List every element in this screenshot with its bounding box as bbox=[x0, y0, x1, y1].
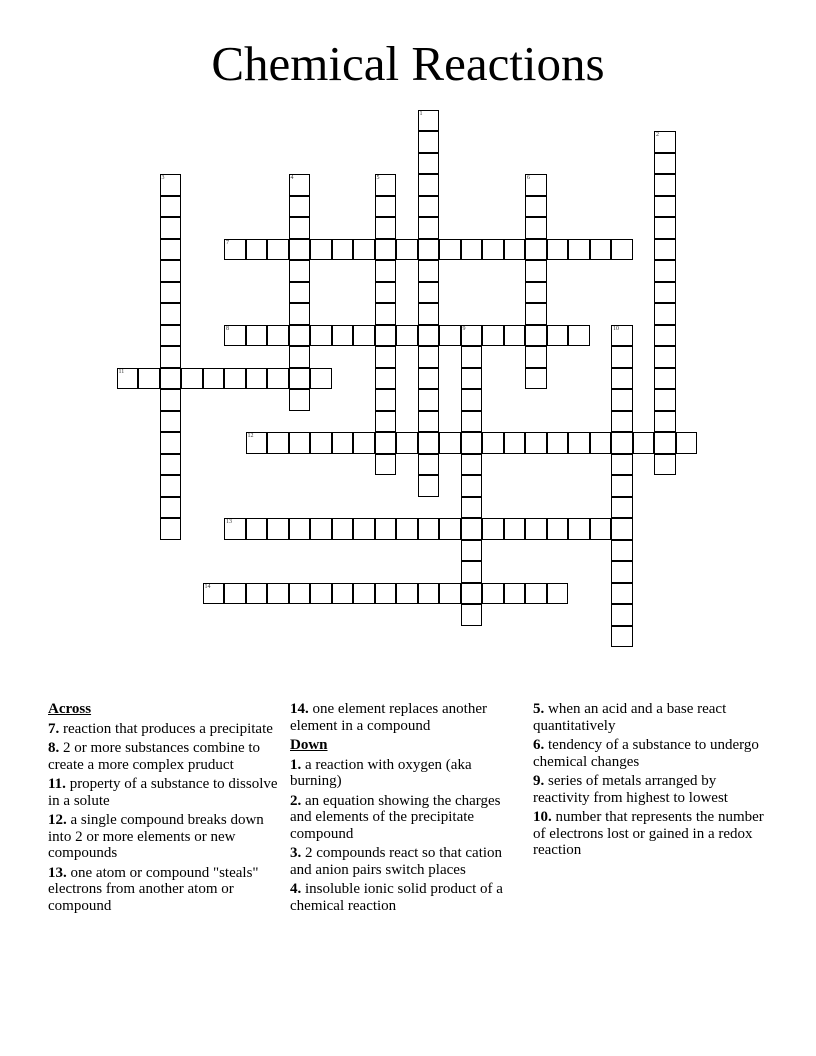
grid-cell[interactable] bbox=[611, 454, 633, 476]
grid-cell[interactable] bbox=[547, 432, 569, 454]
grid-cell[interactable] bbox=[482, 325, 504, 347]
grid-cell[interactable] bbox=[289, 518, 311, 540]
grid-cell[interactable] bbox=[654, 411, 676, 433]
grid-cell[interactable] bbox=[525, 368, 547, 390]
clue-down bbox=[533, 809, 773, 859]
clue-number-label: 3 bbox=[161, 175, 165, 181]
grid-cell[interactable] bbox=[396, 583, 418, 605]
grid-cell[interactable] bbox=[289, 239, 311, 261]
grid-cell[interactable] bbox=[375, 432, 397, 454]
clue-text: a single compound breaks down into 2 or more elements or new compounds bbox=[48, 812, 264, 861]
grid-cell[interactable] bbox=[267, 583, 289, 605]
grid-cell[interactable] bbox=[375, 325, 397, 347]
grid-cell[interactable] bbox=[654, 217, 676, 239]
grid-cell[interactable] bbox=[160, 196, 182, 218]
grid-cell[interactable] bbox=[504, 518, 526, 540]
grid-cell[interactable] bbox=[310, 368, 332, 390]
grid-cell[interactable] bbox=[224, 239, 246, 261]
grid-cell[interactable] bbox=[160, 260, 182, 282]
grid-cell[interactable] bbox=[246, 518, 268, 540]
clue-number-label: 5 bbox=[376, 175, 380, 181]
clue-text: when an acid and a base react quantitatively bbox=[533, 701, 727, 734]
clue-text: 2 compounds react so that cation and anion pairs switch places bbox=[290, 845, 503, 878]
clue-number: 14. bbox=[290, 701, 309, 717]
grid-cell[interactable] bbox=[310, 518, 332, 540]
clue-text: one element replaces another element in a compound bbox=[290, 701, 487, 734]
grid-cell[interactable] bbox=[461, 325, 483, 347]
grid-cell[interactable] bbox=[611, 346, 633, 368]
grid-cell[interactable] bbox=[568, 518, 590, 540]
grid-cell[interactable] bbox=[568, 325, 590, 347]
grid-cell[interactable] bbox=[547, 239, 569, 261]
grid-cell[interactable] bbox=[482, 583, 504, 605]
clue-across bbox=[48, 812, 283, 862]
grid-cell[interactable] bbox=[203, 583, 225, 605]
grid-cell[interactable] bbox=[654, 153, 676, 175]
clue-number-label: 14 bbox=[204, 583, 211, 590]
grid-cell[interactable] bbox=[332, 432, 354, 454]
grid-cell[interactable] bbox=[160, 475, 182, 497]
grid-cell[interactable] bbox=[418, 110, 440, 132]
grid-cell[interactable] bbox=[676, 432, 698, 454]
grid-cell[interactable] bbox=[611, 239, 633, 261]
grid-cell[interactable] bbox=[224, 518, 246, 540]
grid-cell[interactable] bbox=[611, 561, 633, 583]
grid-cell[interactable] bbox=[590, 518, 612, 540]
clue-number-label: 10 bbox=[613, 325, 619, 332]
clue-down bbox=[533, 701, 773, 734]
grid-cell[interactable] bbox=[418, 282, 440, 304]
clue-number-label: 12 bbox=[247, 433, 254, 439]
grid-cell[interactable] bbox=[418, 153, 440, 175]
clue-number: 11. bbox=[48, 776, 66, 792]
grid-cell[interactable] bbox=[396, 432, 418, 454]
grid-cell[interactable] bbox=[418, 346, 440, 368]
grid-cell[interactable] bbox=[332, 239, 354, 261]
grid-cell[interactable] bbox=[353, 518, 375, 540]
clue-across bbox=[48, 865, 283, 915]
grid-cell[interactable] bbox=[375, 583, 397, 605]
grid-cell[interactable] bbox=[482, 518, 504, 540]
clue-number-label: 4 bbox=[290, 175, 294, 181]
clue-text: 2 or more substances combine to create a more complex pruduct bbox=[48, 740, 261, 773]
grid-cell[interactable] bbox=[654, 346, 676, 368]
grid-cell[interactable] bbox=[461, 432, 483, 454]
grid-cell[interactable] bbox=[289, 260, 311, 282]
clue-number: 7. bbox=[48, 720, 60, 737]
grid-cell[interactable] bbox=[654, 325, 676, 347]
grid-cell[interactable] bbox=[525, 346, 547, 368]
grid-cell[interactable] bbox=[654, 174, 676, 196]
grid-cell[interactable] bbox=[654, 239, 676, 261]
grid-cell[interactable] bbox=[418, 475, 440, 497]
grid-cell[interactable] bbox=[611, 475, 633, 497]
grid-cell[interactable] bbox=[504, 239, 526, 261]
grid-cell[interactable] bbox=[396, 325, 418, 347]
grid-cell[interactable] bbox=[611, 389, 633, 411]
grid-cell[interactable] bbox=[461, 540, 483, 562]
clue-across bbox=[48, 776, 283, 809]
grid-cell[interactable] bbox=[138, 368, 160, 390]
grid-cell[interactable] bbox=[224, 325, 246, 347]
grid-cell[interactable] bbox=[375, 196, 397, 218]
grid-cell[interactable] bbox=[418, 389, 440, 411]
clue-text: number that represents the number of electrons lost or gained in a redox reaction bbox=[533, 809, 764, 858]
grid-cell[interactable] bbox=[418, 131, 440, 153]
clue-number-label: 9 bbox=[462, 325, 466, 332]
grid-cell[interactable] bbox=[160, 497, 182, 519]
grid-cell[interactable] bbox=[375, 217, 397, 239]
clues-column-2 bbox=[290, 701, 525, 917]
grid-cell[interactable] bbox=[289, 282, 311, 304]
grid-cell[interactable] bbox=[418, 432, 440, 454]
grid-cell[interactable] bbox=[117, 368, 139, 390]
grid-cell[interactable] bbox=[611, 604, 633, 626]
grid-cell[interactable] bbox=[525, 260, 547, 282]
clue-down bbox=[290, 845, 525, 878]
grid-cell[interactable] bbox=[332, 583, 354, 605]
grid-cell[interactable] bbox=[461, 411, 483, 433]
grid-cell[interactable] bbox=[181, 368, 203, 390]
grid-cell[interactable] bbox=[418, 454, 440, 476]
grid-cell[interactable] bbox=[310, 432, 332, 454]
clue-number: 12. bbox=[48, 812, 67, 828]
grid-cell[interactable] bbox=[654, 454, 676, 476]
grid-cell[interactable] bbox=[439, 432, 461, 454]
grid-cell[interactable] bbox=[160, 411, 182, 433]
grid-cell[interactable] bbox=[654, 131, 676, 153]
grid-cell[interactable] bbox=[547, 518, 569, 540]
clue-text: property of a substance to dissolve in a solute bbox=[48, 776, 278, 809]
grid-cell[interactable] bbox=[418, 368, 440, 390]
grid-cell[interactable] bbox=[611, 432, 633, 454]
grid-cell[interactable] bbox=[246, 325, 268, 347]
grid-cell[interactable] bbox=[461, 561, 483, 583]
grid-cell[interactable] bbox=[289, 325, 311, 347]
grid-cell[interactable] bbox=[224, 583, 246, 605]
grid-cell[interactable] bbox=[353, 432, 375, 454]
grid-cell[interactable] bbox=[654, 389, 676, 411]
clue-text: tendency of a substance to undergo chemical changes bbox=[533, 737, 759, 770]
grid-cell[interactable] bbox=[590, 239, 612, 261]
grid-cell[interactable] bbox=[160, 239, 182, 261]
grid-cell[interactable] bbox=[525, 518, 547, 540]
clue-number-label: 13 bbox=[226, 519, 232, 525]
clue-down bbox=[290, 793, 525, 843]
grid-cell[interactable] bbox=[289, 303, 311, 325]
clue-number: 2. bbox=[290, 792, 302, 809]
grid-cell[interactable] bbox=[246, 368, 268, 390]
grid-cell[interactable] bbox=[289, 346, 311, 368]
grid-cell[interactable] bbox=[461, 583, 483, 605]
grid-cell[interactable] bbox=[418, 196, 440, 218]
grid-cell[interactable] bbox=[461, 497, 483, 519]
grid-cell[interactable] bbox=[547, 583, 569, 605]
grid-cell[interactable] bbox=[461, 604, 483, 626]
grid-cell[interactable] bbox=[633, 432, 655, 454]
clue-down bbox=[533, 737, 773, 770]
grid-cell[interactable] bbox=[525, 432, 547, 454]
grid-cell[interactable] bbox=[525, 217, 547, 239]
grid-cell[interactable] bbox=[654, 260, 676, 282]
grid-cell[interactable] bbox=[504, 583, 526, 605]
grid-cell[interactable] bbox=[461, 454, 483, 476]
grid-cell[interactable] bbox=[439, 239, 461, 261]
grid-cell[interactable] bbox=[289, 389, 311, 411]
grid-cell[interactable] bbox=[525, 174, 547, 196]
grid-cell[interactable] bbox=[289, 583, 311, 605]
grid-cell[interactable] bbox=[160, 325, 182, 347]
grid-cell[interactable] bbox=[654, 432, 676, 454]
grid-cell[interactable] bbox=[461, 368, 483, 390]
grid-cell[interactable] bbox=[267, 325, 289, 347]
grid-cell[interactable] bbox=[375, 239, 397, 261]
grid-cell[interactable] bbox=[375, 282, 397, 304]
grid-cell[interactable] bbox=[611, 626, 633, 648]
grid-cell[interactable] bbox=[525, 325, 547, 347]
grid-cell[interactable] bbox=[375, 389, 397, 411]
clue-number-label: 8 bbox=[226, 325, 229, 332]
grid-cell[interactable] bbox=[160, 303, 182, 325]
clue-across bbox=[290, 701, 525, 734]
grid-cell[interactable] bbox=[611, 497, 633, 519]
grid-cell[interactable] bbox=[439, 583, 461, 605]
grid-cell[interactable] bbox=[418, 303, 440, 325]
grid-cell[interactable] bbox=[375, 454, 397, 476]
grid-cell[interactable] bbox=[289, 196, 311, 218]
grid-cell[interactable] bbox=[160, 282, 182, 304]
grid-cell[interactable] bbox=[375, 260, 397, 282]
grid-cell[interactable] bbox=[396, 518, 418, 540]
clue-text: a reaction with oxygen (aka burning) bbox=[290, 756, 472, 789]
grid-cell[interactable] bbox=[611, 411, 633, 433]
grid-cell[interactable] bbox=[525, 303, 547, 325]
clue-down bbox=[290, 757, 525, 790]
grid-cell[interactable] bbox=[504, 325, 526, 347]
grid-cell[interactable] bbox=[611, 368, 633, 390]
grid-cell[interactable] bbox=[267, 432, 289, 454]
grid-cell[interactable] bbox=[418, 239, 440, 261]
grid-cell[interactable] bbox=[568, 239, 590, 261]
grid-cell[interactable] bbox=[160, 174, 182, 196]
grid-cell[interactable] bbox=[461, 475, 483, 497]
grid-cell[interactable] bbox=[160, 432, 182, 454]
grid-cell[interactable] bbox=[525, 239, 547, 261]
grid-cell[interactable] bbox=[525, 583, 547, 605]
grid-cell[interactable] bbox=[160, 346, 182, 368]
clue-down bbox=[290, 881, 525, 914]
grid-cell[interactable] bbox=[461, 239, 483, 261]
grid-cell[interactable] bbox=[160, 217, 182, 239]
grid-cell[interactable] bbox=[590, 432, 612, 454]
across-heading: Across bbox=[48, 701, 92, 717]
grid-cell[interactable] bbox=[375, 303, 397, 325]
grid-cell[interactable] bbox=[310, 325, 332, 347]
grid-cell[interactable] bbox=[568, 432, 590, 454]
grid-cell[interactable] bbox=[396, 239, 418, 261]
grid-cell[interactable] bbox=[375, 368, 397, 390]
grid-cell[interactable] bbox=[246, 432, 268, 454]
clue-number: 6. bbox=[533, 737, 545, 753]
grid-cell[interactable] bbox=[439, 518, 461, 540]
grid-cell[interactable] bbox=[439, 325, 461, 347]
grid-cell[interactable] bbox=[418, 583, 440, 605]
grid-cell[interactable] bbox=[611, 325, 633, 347]
grid-cell[interactable] bbox=[267, 239, 289, 261]
grid-cell[interactable] bbox=[353, 583, 375, 605]
clue-text: one atom or compound "steals" electrons from another atom or compound bbox=[48, 864, 259, 914]
grid-cell[interactable] bbox=[375, 174, 397, 196]
grid-cell[interactable] bbox=[375, 346, 397, 368]
grid-cell[interactable] bbox=[504, 432, 526, 454]
clues-column-3 bbox=[533, 701, 773, 862]
clue-number: 8. bbox=[48, 740, 60, 756]
grid-cell[interactable] bbox=[375, 518, 397, 540]
grid-cell[interactable] bbox=[310, 239, 332, 261]
grid-cell[interactable] bbox=[375, 411, 397, 433]
grid-cell[interactable] bbox=[654, 303, 676, 325]
clue-text: insoluble ionic solid product of a chemical reaction bbox=[290, 881, 503, 914]
grid-cell[interactable] bbox=[418, 217, 440, 239]
grid-cell[interactable] bbox=[611, 518, 633, 540]
grid-cell[interactable] bbox=[654, 282, 676, 304]
clue-number-label: 7 bbox=[226, 239, 229, 246]
grid-cell[interactable] bbox=[160, 368, 182, 390]
clue-number: 4. bbox=[290, 881, 302, 897]
grid-cell[interactable] bbox=[418, 260, 440, 282]
clue-text: an equation showing the charges and elements of the precipitate compound bbox=[290, 792, 501, 842]
clue-number: 13. bbox=[48, 864, 67, 881]
grid-cell[interactable] bbox=[461, 389, 483, 411]
clue-text: reaction that produces a precipitate bbox=[63, 720, 273, 737]
grid-cell[interactable] bbox=[289, 368, 311, 390]
grid-cell[interactable] bbox=[654, 368, 676, 390]
grid-cell[interactable] bbox=[289, 217, 311, 239]
grid-cell[interactable] bbox=[525, 196, 547, 218]
grid-cell[interactable] bbox=[547, 325, 569, 347]
grid-cell[interactable] bbox=[310, 583, 332, 605]
clue-number-label: 11 bbox=[118, 368, 125, 375]
grid-cell[interactable] bbox=[246, 239, 268, 261]
grid-cell[interactable] bbox=[525, 282, 547, 304]
grid-cell[interactable] bbox=[289, 432, 311, 454]
clue-across bbox=[48, 740, 283, 773]
grid-cell[interactable] bbox=[160, 454, 182, 476]
grid-cell[interactable] bbox=[267, 368, 289, 390]
clue-number-label: 1 bbox=[419, 110, 423, 117]
clue-number: 3. bbox=[290, 845, 302, 861]
clue-number: 10. bbox=[533, 809, 552, 825]
grid-cell[interactable] bbox=[611, 540, 633, 562]
grid-cell[interactable] bbox=[353, 325, 375, 347]
grid-cell[interactable] bbox=[461, 518, 483, 540]
grid-cell[interactable] bbox=[203, 368, 225, 390]
grid-cell[interactable] bbox=[160, 389, 182, 411]
grid-cell[interactable] bbox=[654, 196, 676, 218]
grid-cell[interactable] bbox=[160, 518, 182, 540]
clue-number-label: 2 bbox=[656, 132, 659, 138]
grid-cell[interactable] bbox=[418, 518, 440, 540]
grid-cell[interactable] bbox=[418, 325, 440, 347]
grid-cell[interactable] bbox=[332, 325, 354, 347]
clue-down bbox=[533, 773, 773, 806]
grid-cell[interactable] bbox=[461, 346, 483, 368]
puzzle-title: Chemical Reactions bbox=[211, 36, 605, 91]
clue-number: 1. bbox=[290, 756, 302, 773]
grid-cell[interactable] bbox=[267, 518, 289, 540]
grid-cell[interactable] bbox=[224, 368, 246, 390]
clue-number: 5. bbox=[533, 701, 545, 717]
grid-cell[interactable] bbox=[289, 174, 311, 196]
grid-cell[interactable] bbox=[353, 239, 375, 261]
clue-number-label: 6 bbox=[527, 175, 530, 181]
grid-cell[interactable] bbox=[418, 174, 440, 196]
grid-cell[interactable] bbox=[418, 411, 440, 433]
clues-column-1 bbox=[48, 701, 283, 917]
clue-across bbox=[48, 721, 283, 738]
grid-cell[interactable] bbox=[482, 239, 504, 261]
clue-number: 9. bbox=[533, 773, 545, 789]
clue-text: series of metals arranged by reactivity from highest to lowest bbox=[533, 773, 728, 806]
down-heading: Down bbox=[290, 737, 328, 753]
grid-cell[interactable] bbox=[332, 518, 354, 540]
grid-cell[interactable] bbox=[611, 583, 633, 605]
grid-cell[interactable] bbox=[482, 432, 504, 454]
grid-cell[interactable] bbox=[246, 583, 268, 605]
